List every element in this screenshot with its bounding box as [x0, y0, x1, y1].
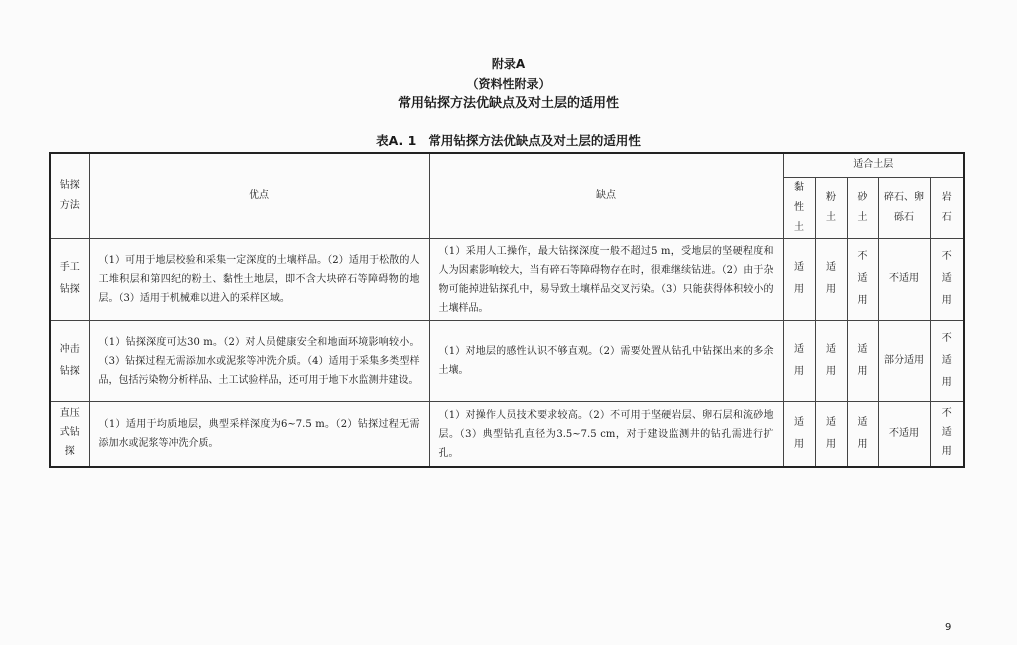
fit-silt-cell: 适用 [815, 401, 847, 467]
fit-silt-cell: 适用 [815, 238, 847, 320]
disadvantages-cell: （1）对操作人员技术要求较高。（2）不可用于坚硬岩层、卵石层和流砂地层。（3）典型钻孔直径为3.5~7.5 cm，对于建设监测井的钻孔需进行扩孔。 [429, 401, 783, 467]
appendix-title: 常用钻探方法优缺点及对土层的适用性 [397, 96, 619, 111]
table-row [50, 320, 964, 401]
fit-clay-cell: 适用 [783, 238, 815, 320]
table-caption [0, 131, 1017, 149]
header-soil-silt: 粉土 [815, 177, 847, 238]
header-soil-gravel: 碎石、卵砾石 [878, 177, 930, 238]
document-header [0, 54, 1017, 114]
fit-rock-cell: 不适用 [930, 320, 964, 401]
header-soil-rock: 岩石 [930, 177, 964, 238]
header-soil-clay: 黏性土 [783, 177, 815, 238]
method-cell: 直压式钻探 [50, 401, 89, 467]
fit-clay-cell: 适用 [783, 401, 815, 467]
method-cell: 手工钻探 [50, 238, 89, 320]
page-number: 9 [945, 622, 952, 633]
disadvantages-cell: （1）对地层的感性认识不够直观。（2）需要处置从钻孔中钻探出来的多余土壤。 [429, 320, 783, 401]
header-suitable-soil: 适合土层 [783, 153, 964, 177]
fit-gravel-cell: 部分适用 [878, 320, 930, 401]
drilling-methods-table [49, 152, 965, 468]
advantages-cell: （1）钻探深度可达30 m。（2）对人员健康安全和地面环境影响较小。（3）钻探过程无需添加水或泥浆等冲洗介质。（4）适用于采集多类型样品，包括污染物分析样品、土工试验样品，还可用于地下水监测井建设。 [89, 320, 429, 401]
fit-clay-cell: 适用 [783, 320, 815, 401]
fit-rock-cell: 不适用 [930, 238, 964, 320]
fit-sand-cell: 适用 [847, 320, 878, 401]
advantages-cell: （1）适用于均质地层，典型采样深度为6~7.5 m。（2）钻探过程无需添加水或泥浆等冲洗介质。 [89, 401, 429, 467]
fit-rock-cell: 不适用 [930, 401, 964, 467]
table-row [50, 401, 964, 467]
fit-gravel-cell: 不适用 [878, 401, 930, 467]
header-advantages: 优点 [89, 153, 429, 238]
header-soil-sand: 砂土 [847, 177, 878, 238]
appendix-label: 附录A [491, 57, 526, 71]
table-number: 表A. 1 [376, 133, 417, 148]
advantages-cell: （1）可用于地层校验和采集一定深度的土壤样品。（2）适用于松散的人工堆积层和第四纪的粉土、黏性土地层，即不含大块碎石等障碍物的地层。（3）适用于机械难以进入的采样区域。 [89, 238, 429, 320]
fit-sand-cell: 不适用 [847, 238, 878, 320]
header-disadvantages: 缺点 [429, 153, 783, 238]
table-title: 常用钻探方法优缺点及对土层的适用性 [428, 133, 641, 148]
fit-sand-cell: 适用 [847, 401, 878, 467]
method-cell: 冲击钻探 [50, 320, 89, 401]
table-row [50, 238, 964, 320]
appendix-type: （资料性附录） [466, 77, 551, 91]
header-method: 钻探方法 [50, 153, 89, 238]
fit-gravel-cell: 不适用 [878, 238, 930, 320]
header-row-1 [50, 153, 964, 177]
fit-silt-cell: 适用 [815, 320, 847, 401]
disadvantages-cell: （1）采用人工操作，最大钻探深度一般不超过5 m，受地层的坚硬程度和人为因素影响较大，当有碎石等障碍物存在时，很难继续钻进。（2）由于杂物可能掉进钻探孔中，易导致土壤样品交叉污染。（3）只能获得体积较小的土壤样品。 [429, 238, 783, 320]
